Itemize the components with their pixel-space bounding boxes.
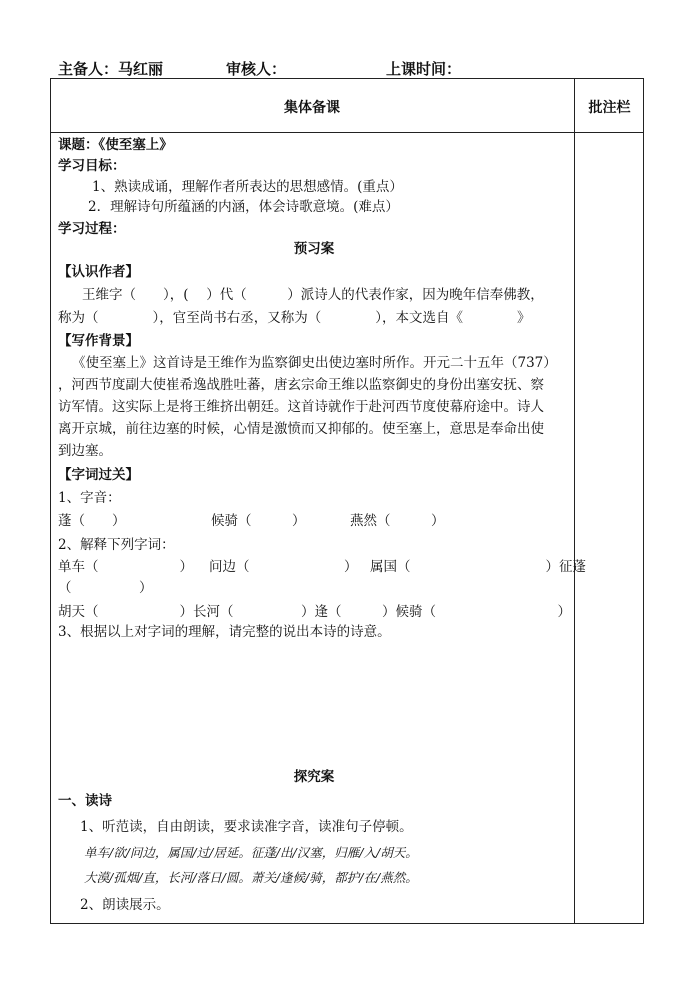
pron-item: 燕然（ ） [350, 513, 445, 529]
read-task: 1、听范读，自由朗读，要求读准字音，读准句子停顿。 [80, 819, 413, 835]
words-heading: 【字词过关】 [58, 467, 139, 483]
poem-line: 大漠/孤烟/直，长河/落日/圆。萧关/逢候/骑，都护/在/燕然。 [84, 870, 418, 885]
process-heading: 学习过程： [58, 221, 126, 237]
column-divider [574, 78, 575, 924]
explain-heading: 2、解释下列字词： [58, 537, 175, 553]
author-line: 称为（ ），官至尚书右丞，又称为（ ），本文选自《 》 [58, 310, 531, 326]
explain-item: 单车（ ） [58, 559, 193, 575]
read-task: 2、朗读展示。 [80, 897, 170, 913]
explain-item: （ ） [58, 580, 153, 596]
background-line: 访军情。这实际上是将王维挤出朝廷。这首诗就作于赴河西节度使幕府途中。诗人 [58, 399, 544, 415]
background-line: 离开京城，前往边塞的时候，心情是激愤而又抑郁的。使至塞上，意思是奉命出使 [58, 421, 544, 437]
explain-item: 属国（ ）征蓬 [370, 559, 586, 575]
pron-item: 候骑（ ） [211, 513, 306, 529]
background-line: 到边塞。 [58, 443, 112, 459]
pron-item: 蓬（ ） [58, 513, 126, 529]
goal-item: 1、熟读成诵，理解作者所表达的思想感情。(重点） [92, 179, 403, 195]
author-line: 王维字（ ），( ）代（ ）派诗人的代表作家，因为晚年信奉佛教， [82, 287, 544, 303]
poem-line: 单车/欲/问边，属国/过/居延。征蓬/出/汉塞，归雁/入/胡天。 [84, 845, 418, 860]
preview-heading: 预习案 [293, 241, 335, 257]
background-line: 《使至塞上》这首诗是王维作为监察御史出使边塞时所作。开元二十五年（737） [72, 355, 557, 371]
explain-line: 胡天（ ）长河（ ）逢（ ）候骑（ ） [58, 604, 571, 620]
author-heading: 【认识作者】 [58, 264, 139, 280]
header-row-divider [50, 132, 644, 133]
explain-item: 问边（ ） [209, 559, 358, 575]
pron-heading: 1、字音： [58, 490, 121, 506]
column-header-notes: 批注栏 [588, 100, 631, 116]
meaning-task: 3、根据以上对字词的理解，请完整的说出本诗的诗意。 [58, 624, 391, 640]
column-header-main: 集体备课 [284, 100, 340, 116]
header-preparer: 主备人：马红丽 [58, 60, 164, 78]
lesson-topic: 课题：《使至塞上》 [58, 137, 173, 153]
background-line: ，河西节度副大使崔希逸战胜吐蕃，唐玄宗命王维以监察御史的身份出塞安抚、察 [58, 377, 544, 393]
header-class-time: 上课时间： [386, 60, 462, 78]
goal-item: 2．理解诗句所蕴涵的内涵，体会诗歌意境。(难点） [88, 199, 399, 215]
background-heading: 【写作背景】 [58, 333, 139, 349]
explore-heading: 探究案 [293, 769, 335, 785]
goals-heading: 学习目标： [58, 158, 126, 174]
read-heading: 一、读诗 [58, 793, 112, 809]
header-reviewer: 审核人： [226, 60, 287, 78]
